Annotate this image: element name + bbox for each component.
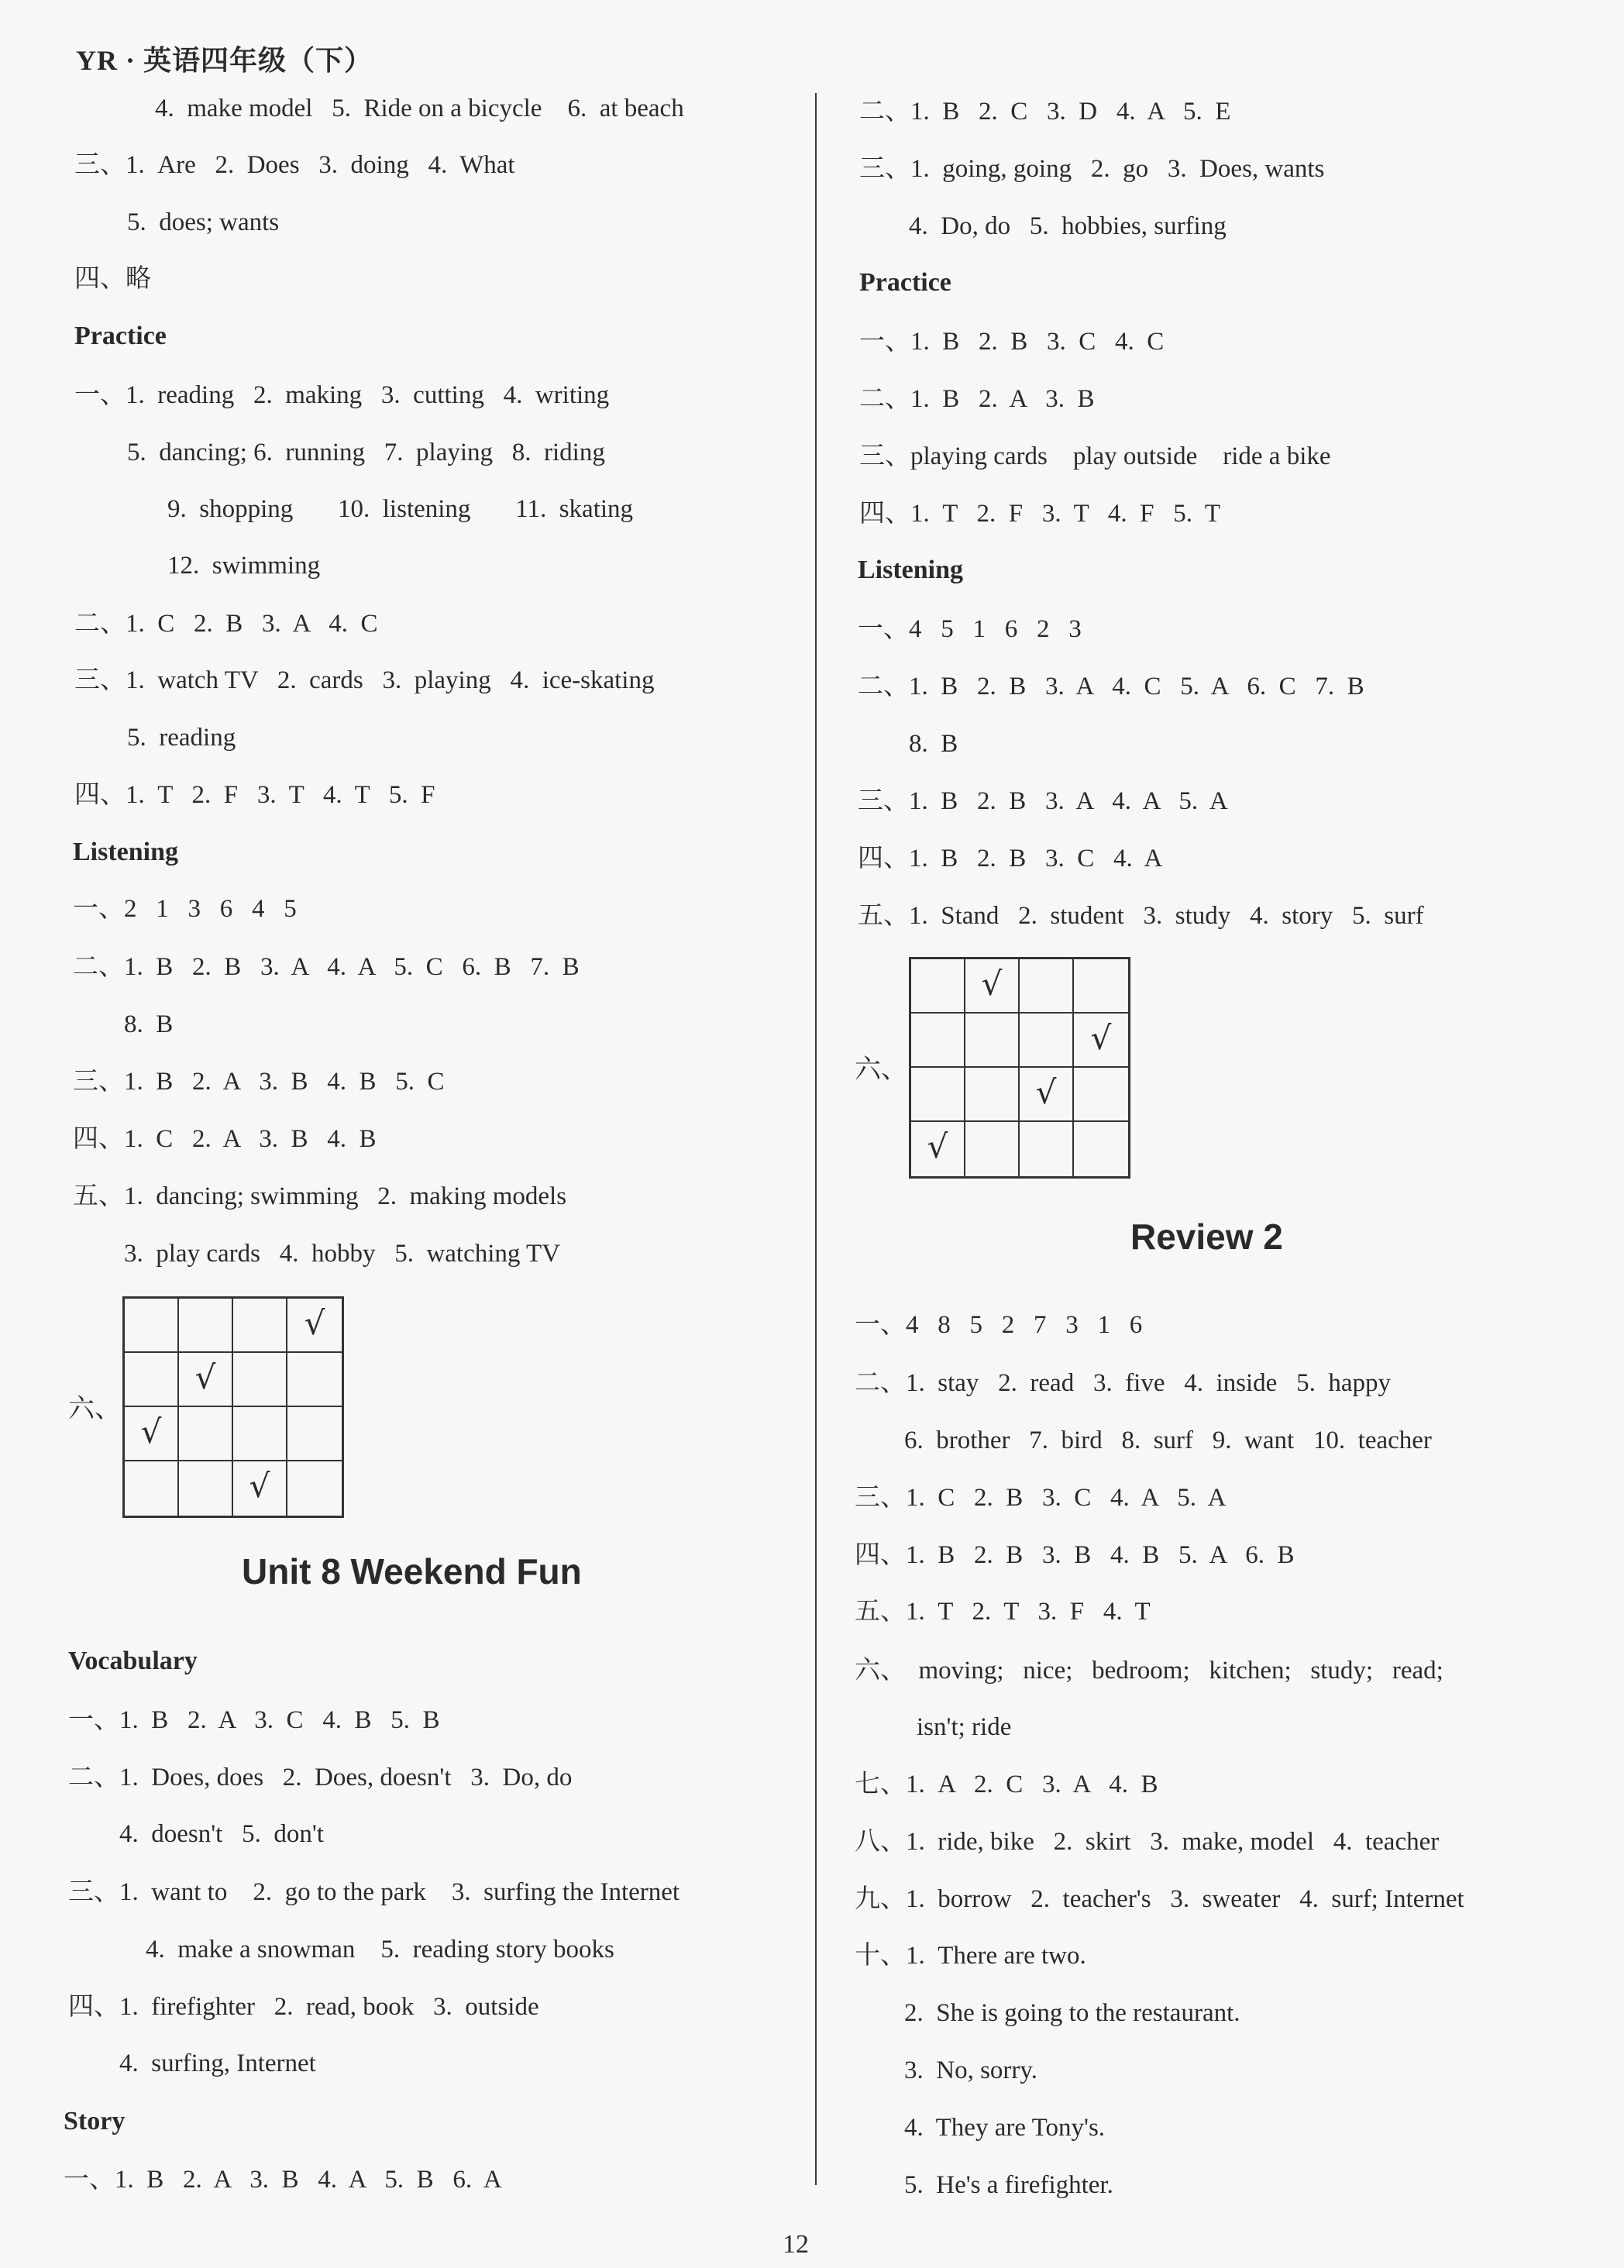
grid-cell (911, 959, 965, 1014)
answer-line: 二、1. C 2. B 3. A 4. C (74, 610, 378, 638)
grid-cell (1020, 959, 1074, 1014)
answer-line: 七、1. A 2. C 3. A 4. B (855, 1771, 1158, 1798)
section-heading: Story (64, 2107, 126, 2135)
answer-line: 一、4 5 1 6 2 3 (858, 615, 1082, 643)
grid-cell (287, 1353, 342, 1407)
answer-line: 四、1. firefighter 2. read, book 3. outside (68, 1993, 539, 2021)
answer-line: 三、playing cards play outside ride a bike (859, 442, 1331, 470)
answer-line: 六、 moving; nice; bedroom; kitchen; study; read; (855, 1657, 1443, 1685)
answer-line: 5. does; wants (127, 208, 280, 236)
answer-line: 三、1. going, going 2. go 3. Does, wants (859, 155, 1325, 183)
answer-line: 三、1. B 2. A 3. B 4. B 5. C (73, 1068, 445, 1096)
check-mark-icon: √ (1035, 1073, 1057, 1111)
grid-cell (179, 1407, 233, 1461)
answer-line: 三、1. watch TV 2. cards 3. playing 4. ice-skating (74, 666, 655, 694)
answer-line: 五、1. dancing; swimming 2. making models (73, 1182, 567, 1210)
page-header: YR · 英语四年级（下） (76, 45, 373, 76)
answer-line: 5. dancing; 6. running 7. playing 8. riding (127, 439, 605, 466)
section-heading: Listening (858, 556, 964, 584)
answer-line: 五、1. Stand 2. student 3. study 4. story 5. surf (858, 902, 1424, 930)
grid-cell (1074, 1014, 1128, 1068)
grid-cell (1074, 1068, 1128, 1122)
grid-cell (233, 1461, 287, 1516)
check-mark-icon: √ (140, 1413, 162, 1451)
answer-line: 8. B (124, 1010, 174, 1038)
check-mark-icon: √ (927, 1127, 948, 1165)
check-mark-icon: √ (304, 1304, 325, 1342)
section-heading: Practice (859, 268, 951, 297)
grid-cell (965, 1122, 1020, 1176)
answer-line: isn't; ride (917, 1713, 1012, 1741)
answer-line: 一、1. B 2. A 3. B 4. A 5. B 6. A (64, 2166, 502, 2194)
answer-line: 3. No, sorry. (904, 2056, 1038, 2084)
grid-cell (125, 1299, 179, 1353)
answer-line: 一、4 8 5 2 7 3 1 6 (855, 1311, 1143, 1339)
grid-cell (287, 1461, 342, 1516)
grid-label: 六、 (68, 1395, 121, 1423)
grid-cell (911, 1122, 965, 1176)
answer-line: 二、1. B 2. B 3. A 4. A 5. C 6. B 7. B (73, 953, 580, 981)
answer-grid (122, 1296, 344, 1518)
grid-cell (179, 1461, 233, 1516)
grid-cell (911, 1014, 965, 1068)
grid-cell (233, 1407, 287, 1461)
grid-cell (1020, 1122, 1074, 1176)
grid-cell (233, 1299, 287, 1353)
grid-cell (179, 1299, 233, 1353)
answer-line: 二、1. B 2. C 3. D 4. A 5. E (859, 98, 1231, 126)
answer-line: 二、1. B 2. B 3. A 4. C 5. A 6. C 7. B (858, 673, 1364, 700)
answer-line: 八、1. ride, bike 2. skirt 3. make, model 4. teacher (855, 1828, 1440, 1856)
answer-line: 四、1. C 2. A 3. B 4. B (73, 1125, 377, 1153)
answer-line: 二、1. Does, does 2. Does, doesn't 3. Do, do (68, 1764, 573, 1791)
answer-line: 一、2 1 3 6 4 5 (73, 895, 297, 923)
answer-line: 4. surfing, Internet (119, 2049, 316, 2077)
answer-grid (909, 957, 1130, 1179)
grid-cell (125, 1407, 179, 1461)
answer-line: 4. They are Tony's. (904, 2114, 1106, 2142)
grid-cell (965, 959, 1020, 1014)
check-mark-icon: √ (1090, 1019, 1112, 1057)
answer-line: 5. reading (127, 724, 236, 752)
answer-line: 4. Do, do 5. hobbies, surfing (909, 212, 1227, 240)
answer-line: 三、1. C 2. B 3. C 4. A 5. A (855, 1484, 1227, 1512)
answer-line: 四、1. T 2. F 3. T 4. F 5. T (859, 500, 1221, 528)
answer-line: 9. shopping 10. listening 11. skating (167, 495, 634, 523)
section-heading: Practice (74, 322, 167, 350)
answer-line: 三、1. B 2. B 3. A 4. A 5. A (858, 787, 1228, 815)
grid-cell (233, 1353, 287, 1407)
grid-cell (125, 1461, 179, 1516)
grid-cell (965, 1014, 1020, 1068)
answer-line: 十、1. There are two. (855, 1942, 1086, 1970)
answer-line: 三、1. Are 2. Does 3. doing 4. What (74, 151, 515, 179)
grid-cell (125, 1353, 179, 1407)
answer-line: 8. B (909, 730, 958, 758)
answer-line: 5. He's a firefighter. (904, 2171, 1113, 2199)
check-mark-icon: √ (194, 1358, 216, 1396)
unit-title: Unit 8 Weekend Fun (242, 1551, 582, 1592)
answer-line: 一、1. reading 2. making 3. cutting 4. writing (74, 381, 610, 409)
answer-line: 四、1. B 2. B 3. C 4. A (858, 845, 1163, 872)
grid-cell (179, 1353, 233, 1407)
page-number: 12 (783, 2230, 809, 2259)
answer-line: 三、1. want to 2. go to the park 3. surfing the Internet (68, 1878, 680, 1906)
grid-label: 六、 (855, 1055, 907, 1084)
grid-cell (965, 1068, 1020, 1122)
section-heading: Vocabulary (68, 1647, 198, 1675)
answer-line: 6. brother 7. bird 8. surf 9. want 10. teacher (904, 1427, 1432, 1454)
answer-line: 4. doesn't 5. don't (119, 1820, 324, 1848)
grid-cell (1074, 1122, 1128, 1176)
grid-cell (287, 1407, 342, 1461)
answer-line: 2. She is going to the restaurant. (904, 1999, 1240, 2027)
grid-cell (1020, 1068, 1074, 1122)
check-mark-icon: √ (981, 965, 1003, 1003)
grid-cell (1020, 1014, 1074, 1068)
answer-line: 二、1. B 2. A 3. B (859, 385, 1095, 413)
answer-line: 四、1. T 2. F 3. T 4. T 5. F (74, 781, 435, 809)
grid-cell (287, 1299, 342, 1353)
answer-line: 4. make a snowman 5. reading story books (146, 1936, 614, 1963)
column-divider (815, 93, 817, 2185)
answer-line: 3. play cards 4. hobby 5. watching TV (124, 1240, 561, 1268)
review-title: Review 2 (1130, 1217, 1283, 1257)
answer-line: 四、1. B 2. B 3. B 4. B 5. A 6. B (855, 1541, 1295, 1569)
check-mark-icon: √ (249, 1467, 270, 1505)
answer-line: 二、1. stay 2. read 3. five 4. inside 5. happy (855, 1369, 1391, 1397)
answer-line: 12. swimming (167, 552, 321, 580)
answer-line: 一、1. B 2. A 3. C 4. B 5. B (68, 1706, 440, 1734)
grid-cell (911, 1068, 965, 1122)
answer-line: 4. make model 5. Ride on a bicycle 6. at beach (155, 95, 684, 122)
answer-line: 五、1. T 2. T 3. F 4. T (855, 1598, 1151, 1626)
answer-line: 九、1. borrow 2. teacher's 3. sweater 4. surf; Internet (855, 1885, 1464, 1913)
section-heading: Listening (73, 838, 179, 866)
answer-line: 四、略 (74, 265, 151, 293)
grid-cell (1074, 959, 1128, 1014)
answer-line: 一、1. B 2. B 3. C 4. C (859, 328, 1165, 356)
